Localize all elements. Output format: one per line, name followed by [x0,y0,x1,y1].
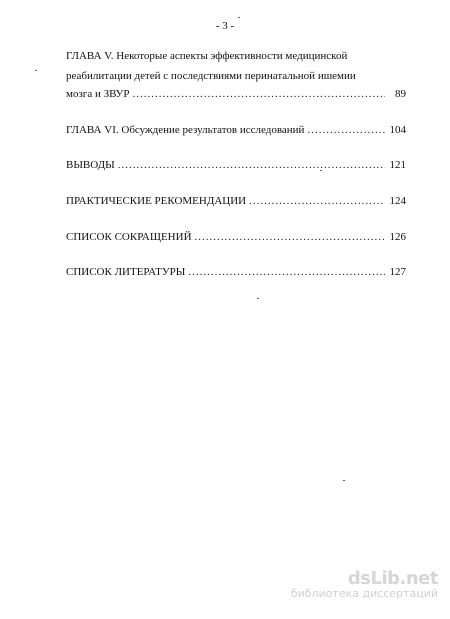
toc-recommendations-title: ПРАКТИЧЕСКИЕ РЕКОМЕНДАЦИИ [66,195,247,207]
page-number: - 3 - [215,20,235,32]
scan-speck [257,298,259,299]
toc-references-page: 127 [389,266,406,278]
scan-speck [343,480,345,481]
toc-abbreviations-title: СПИСОК СОКРАЩЕНИЙ [66,231,192,243]
toc-chapter5-title: мозга и ЗВУР [66,88,130,100]
toc-entry-recommendations [66,195,406,208]
toc-entry-abbreviations [66,231,406,244]
dot-leader [249,195,385,208]
toc-chapter6-page: 104 [389,124,406,136]
scan-speck [238,17,240,18]
toc-abbreviations-page: 126 [389,231,406,243]
dot-leader [188,266,385,279]
toc-entry-references [66,266,406,279]
scan-speck [320,170,322,171]
watermark [291,568,438,600]
dot-leader [307,124,385,137]
toc-entry-chapter5 [66,88,406,101]
dot-leader [132,88,385,101]
toc-conclusions-page: 121 [389,159,406,171]
watermark-subtitle: библиотека диссертаций [290,587,438,600]
toc-chapter5-line1: ГЛАВА V. Некоторые аспекты эффективности медицинской [66,50,348,62]
toc-entry-conclusions [66,159,406,172]
scan-speck [35,70,37,71]
toc-chapter6-title: ГЛАВА VI. Обсуждение результатов исследований [66,124,305,136]
toc-chapter5-page: 89 [395,88,406,100]
toc-recommendations-page: 124 [389,195,406,207]
toc-chapter5-line2: реабилитации детей с последствиями перинатальной ишемии [66,70,356,82]
toc-conclusions-title: ВЫВОДЫ [66,159,115,171]
dot-leader [118,159,385,172]
toc-entry-chapter6 [66,124,406,137]
dot-leader [195,231,385,244]
watermark-logo: dsLib.net [347,568,438,589]
toc-references-title: СПИСОК ЛИТЕРАТУРЫ [66,266,186,278]
